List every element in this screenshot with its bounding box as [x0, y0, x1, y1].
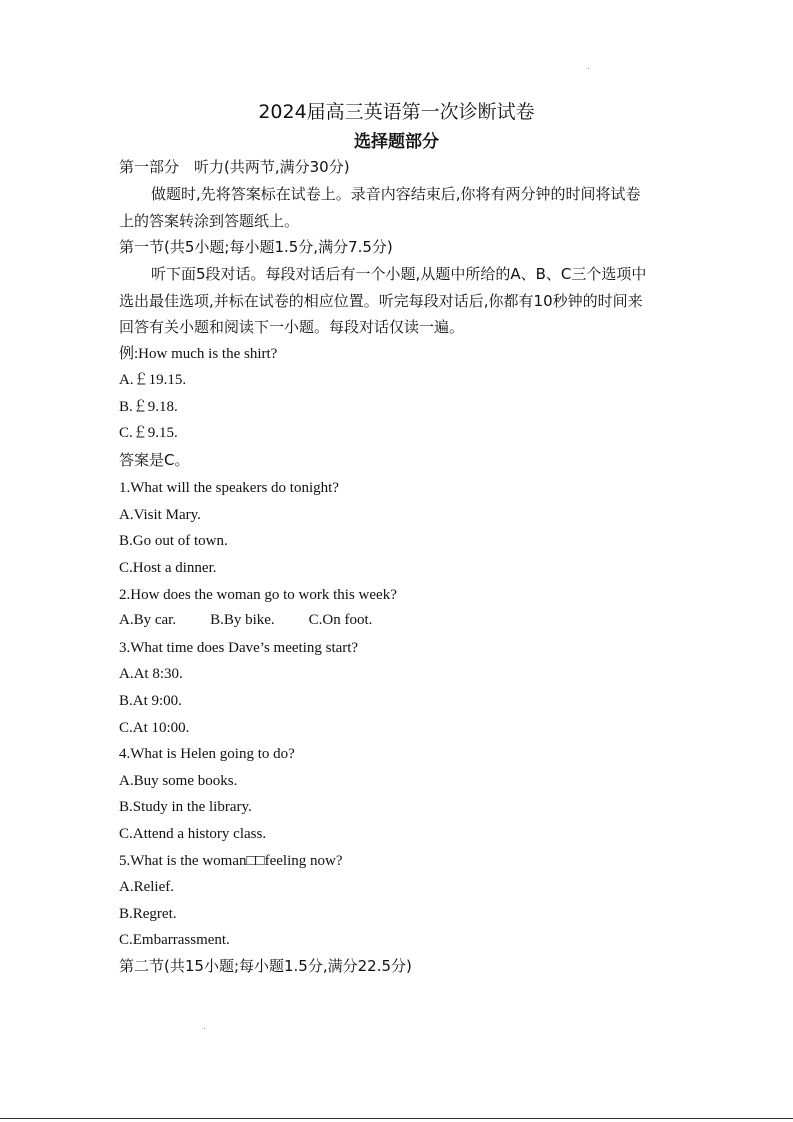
question-1-option-c: C.Host a dinner.: [119, 560, 217, 576]
section1-instr-line2: 选出最佳选项,并标在试卷的相应位置。听完每段对话后,你都有10秒钟的时间来: [119, 292, 643, 310]
exam-title: 2024届高三英语第一次诊断试卷: [258, 101, 535, 123]
question-1: 1.What will the speakers do tonight?: [119, 480, 339, 496]
exam-subtitle: 选择题部分: [354, 132, 439, 152]
part1-intro-line1: 做题时,先将答案标在试卷上。录音内容结束后,你将有两分钟的时间将试卷: [151, 185, 641, 203]
question-4-option-b: B.Study in the library.: [119, 799, 252, 815]
example-option-b: B.￡9.18.: [119, 399, 178, 415]
example-answer: 答案是C。: [119, 451, 190, 469]
question-2: 2.How does the woman go to work this week?: [119, 587, 397, 603]
scan-speck: [588, 68, 589, 69]
question-5-option-c: C.Embarrassment.: [119, 932, 230, 948]
question-4-option-a: A.Buy some books.: [119, 773, 238, 789]
question-4: 4.What is Helen going to do?: [119, 746, 295, 762]
question-2-options: [119, 610, 406, 630]
question-5-option-a: A.Relief.: [119, 879, 174, 895]
section1-heading: 第一节(共5小题;每小题1.5分,满分7.5分): [119, 238, 393, 256]
question-1-option-a: A.Visit Mary.: [119, 507, 201, 523]
part1-intro-line2: 上的答案转涂到答题纸上。: [119, 212, 300, 230]
question-4-option-c: C.Attend a history class.: [119, 826, 267, 842]
example-question: 例:How much is the shirt?: [119, 346, 278, 362]
section1-instr-line1: 听下面5段对话。每段对话后有一个小题,从题中所给的A、B、C三个选项中: [151, 265, 647, 283]
part1-heading: 第一部分 听力(共两节,满分30分): [119, 158, 350, 176]
scan-speck: [204, 1028, 205, 1029]
question-3-option-c: C.At 10:00.: [119, 720, 190, 736]
example-option-a: A.￡19.15.: [119, 372, 187, 388]
page-bottom-edge: [0, 1118, 793, 1119]
question-1-option-b: B.Go out of town.: [119, 533, 228, 549]
question-2-option-a: A.By car.: [119, 612, 177, 628]
question-2-option-c: C.On foot.: [308, 612, 373, 628]
question-3-option-b: B.At 9:00.: [119, 693, 182, 709]
example-option-c: C.￡9.15.: [119, 425, 178, 441]
question-2-option-b: B.By bike.: [210, 612, 275, 628]
question-3-option-a: A.At 8:30.: [119, 666, 183, 682]
section1-instr-line3: 回答有关小题和阅读下一小题。每段对话仅读一遍。: [119, 318, 465, 336]
question-5: 5.What is the woman□□feeling now?: [119, 853, 343, 869]
question-3: 3.What time does Dave’s meeting start?: [119, 640, 359, 656]
section2-heading: 第二节(共15小题;每小题1.5分,满分22.5分): [119, 957, 412, 975]
question-5-option-b: B.Regret.: [119, 906, 177, 922]
